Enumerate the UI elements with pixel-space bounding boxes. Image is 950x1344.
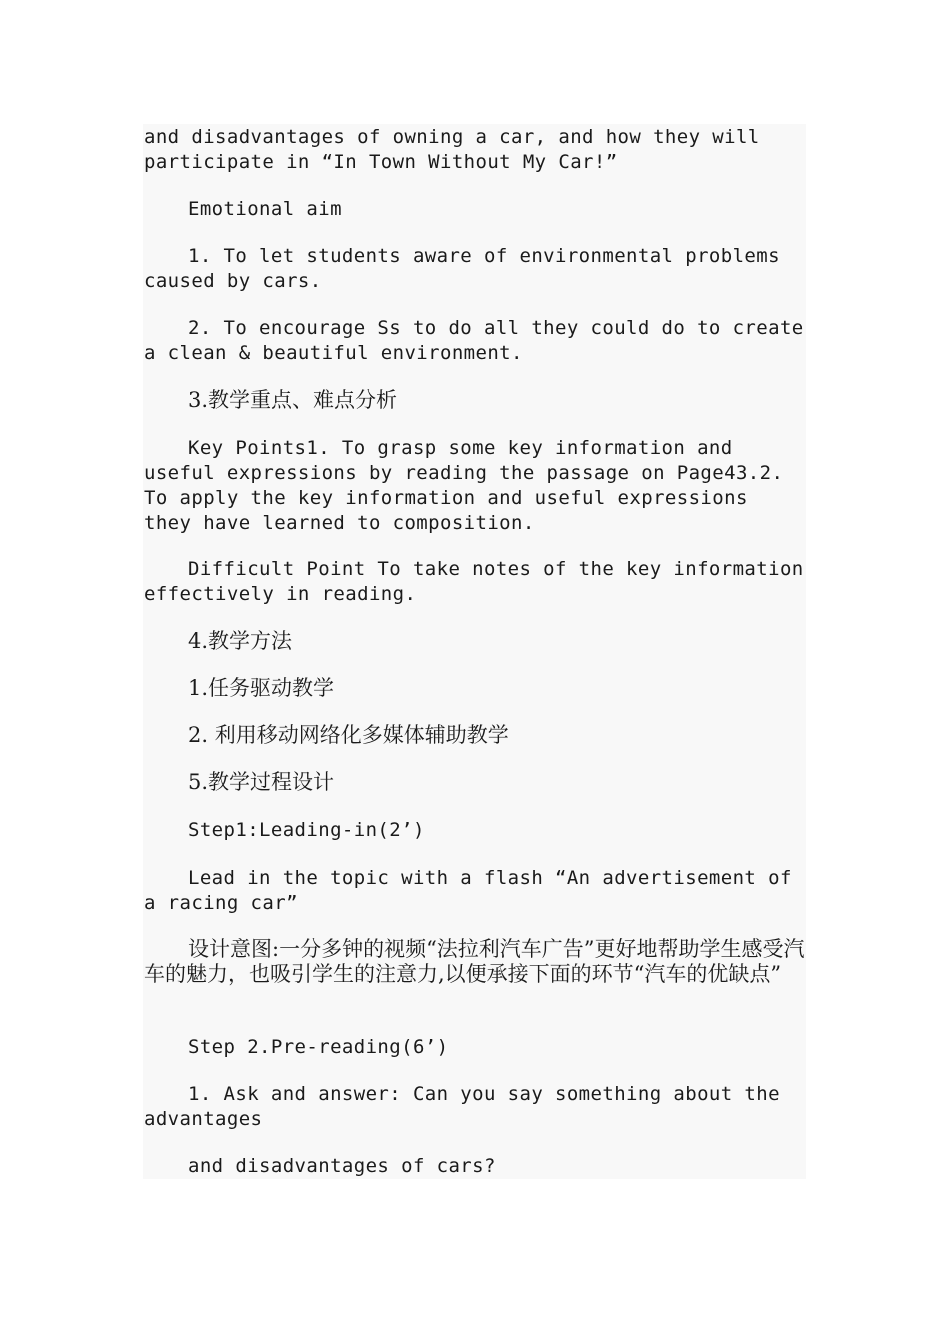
paragraph-step-1-lead-in: Lead in the topic with a flash “An advertisement of a racing car”: [144, 867, 804, 914]
heading-teaching-methods: 4.教学方法: [188, 629, 293, 653]
list-item-method-2: 2. 利用移动网络化多媒体辅助教学: [188, 723, 509, 747]
heading-step-1: Step1:Leading-in(2’): [188, 819, 425, 841]
paragraph-emotional-aim-2: 2. To encourage Ss to do all they could do to create a clean & beautiful environment.: [144, 317, 816, 364]
paragraph-key-points: Key Points1. To grasp some key information and useful expressions by reading the passage on Page43.2. To apply the key information and useful expressions they have learned to composition.: [144, 437, 796, 534]
paragraph-step-2-question-cont: and disadvantages of cars?: [188, 1155, 496, 1177]
heading-emotional-aim: Emotional aim: [188, 198, 342, 220]
paragraph-aims-continued: and disadvantages of owning a car, and how they will participate in “In Town Without My Car!”: [144, 126, 772, 173]
heading-teaching-process: 5.教学过程设计: [188, 770, 335, 794]
paragraph-design-intent: 设计意图:一分多钟的视频“法拉利汽车广告”更好地帮助学生感受汽车的魅力，也吸引学生的注意力,以便承接下面的环节“汽车的优缺点”: [144, 937, 805, 986]
paragraph-difficult-point: Difficult Point To take notes of the key information effectively in reading.: [144, 558, 816, 605]
list-item-method-1: 1.任务驱动教学: [188, 676, 335, 700]
heading-key-difficult-points: 3.教学重点、难点分析: [188, 388, 398, 412]
paragraph-emotional-aim-1: 1. To let students aware of environmental problems caused by cars.: [144, 245, 792, 292]
paragraph-step-2-question: 1. Ask and answer: Can you say something about the advantages: [144, 1083, 792, 1130]
heading-step-2: Step 2.Pre-reading(6’): [188, 1036, 449, 1058]
